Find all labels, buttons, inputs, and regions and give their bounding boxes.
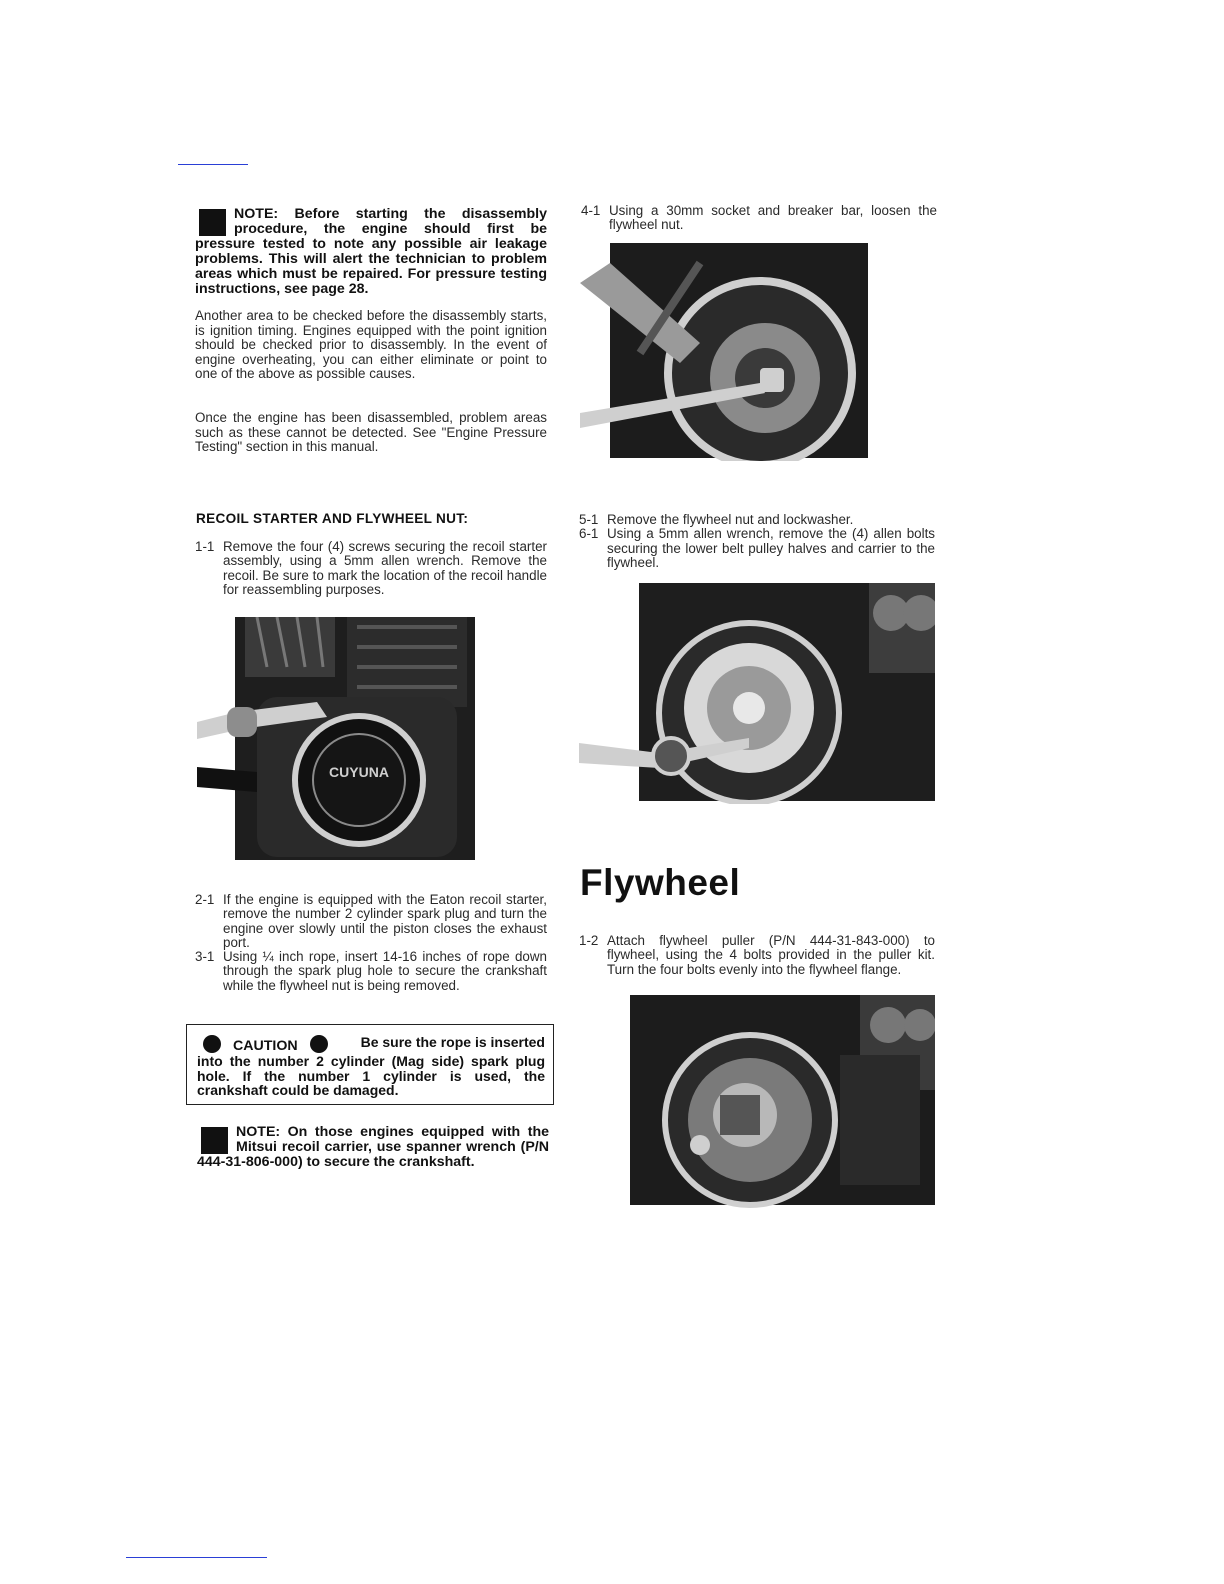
step-number: 3-1	[195, 949, 215, 965]
allen-bolts-photo	[579, 583, 935, 804]
step-number: 2-1	[195, 892, 215, 907]
caution-label: CAUTION	[233, 1038, 298, 1054]
recoil-starter-photo	[197, 617, 499, 860]
step-text: Attach flywheel puller (P/N 444-31-843-000) to flywheel, using the 4 bolts provided in the puller kit. Turn the four bolts evenly into the flywheel flange.	[607, 933, 935, 977]
step-6-1	[579, 527, 935, 570]
flywheel-puller-photo	[630, 995, 935, 1211]
ignition-timing-paragraph: Another area to be checked before the disassembly starts, is ignition timing. Engines equipped with the point ignition should be checked prior to disassembly. In the event of engine overheating, you can either eliminate or point to one of the above as possible causes.	[195, 308, 547, 382]
footer-rule	[126, 1557, 267, 1558]
caution-dot-icon	[310, 1035, 328, 1053]
flywheel-nut-steps-b	[579, 513, 935, 570]
step-text: Remove the four (4) screws securing the recoil starter assembly, using a 5mm allen wrench. Remove the recoil. Be sure to mark the location of the recoil handle for reassembling purposes.	[223, 539, 547, 597]
step-text: Using ¼ inch rope, insert 14-16 inches of rope down through the spark plug hole to secure the crankshaft while the flywheel nut is being removed.	[223, 949, 547, 993]
flywheel-steps	[579, 934, 935, 977]
step-text: Remove the flywheel nut and lockwasher.	[607, 512, 854, 527]
step-text: If the engine is equipped with the Eaton recoil starter, remove the number 2 cylinder spark plug and turn the engine over slowly until the piston closes the exhaust port.	[223, 892, 547, 950]
breaker-bar-photo	[580, 243, 868, 461]
caution-text: into the number 2 cylinder (Mag side) spark plug hole. If the number 1 cylinder is used, the crankshaft could be damaged.	[197, 1052, 545, 1099]
caution-box	[186, 1024, 554, 1105]
step-text: Using a 30mm socket and breaker bar, loosen the flywheel nut.	[609, 203, 937, 233]
note-square-icon	[201, 1127, 228, 1154]
disassembled-paragraph: Once the engine has been disassembled, problem areas such as these cannot be detected. See "Engine Pressure Testing" section in this manual.	[195, 410, 547, 455]
header-rule	[178, 164, 248, 165]
note-square-icon	[199, 209, 226, 236]
caution-dot-icon	[203, 1035, 221, 1053]
step-number: 6-1	[579, 526, 599, 542]
step-number: 4-1	[581, 203, 601, 218]
caution-lead: Be sure the rope is inserted	[360, 1034, 545, 1050]
step-number: 1-2	[579, 933, 599, 948]
step-3-1	[195, 950, 547, 993]
recoil-section-heading: RECOIL STARTER AND FLYWHEEL NUT:	[196, 511, 469, 526]
step-text: Using a 5mm allen wrench, remove the (4) allen bolts securing the lower belt pulley halves and carrier to the flywheel.	[607, 526, 935, 570]
step-number: 1-1	[195, 539, 215, 554]
flywheel-nut-steps-a	[581, 204, 937, 233]
cuyuna-logo: CUYUNA	[329, 764, 389, 780]
mitsui-note-text: NOTE: On those engines equipped with the Mitsui recoil carrier, use spanner wrench (P/N 444-31-806-000) to secure the crankshaft.	[197, 1124, 549, 1170]
recoil-steps-a	[195, 540, 547, 597]
step-number: 5-1	[579, 512, 599, 527]
step-5-1	[579, 513, 935, 527]
pressure-test-note-text: NOTE: Before starting the disassembly procedure, the engine should first be pressure tested to note any possible air leakage problems. This will alert the technician to problem areas which must be repaired. For pressure testing instructions, see page 28.	[195, 206, 547, 297]
step-1-2	[579, 934, 935, 977]
flywheel-section-title: Flywheel	[580, 862, 741, 903]
step-2-1	[195, 893, 547, 950]
pressure-test-note	[195, 207, 547, 297]
step-4-1	[581, 204, 937, 233]
recoil-steps-b	[195, 893, 547, 993]
mitsui-note	[197, 1125, 549, 1170]
step-1-1	[195, 540, 547, 597]
